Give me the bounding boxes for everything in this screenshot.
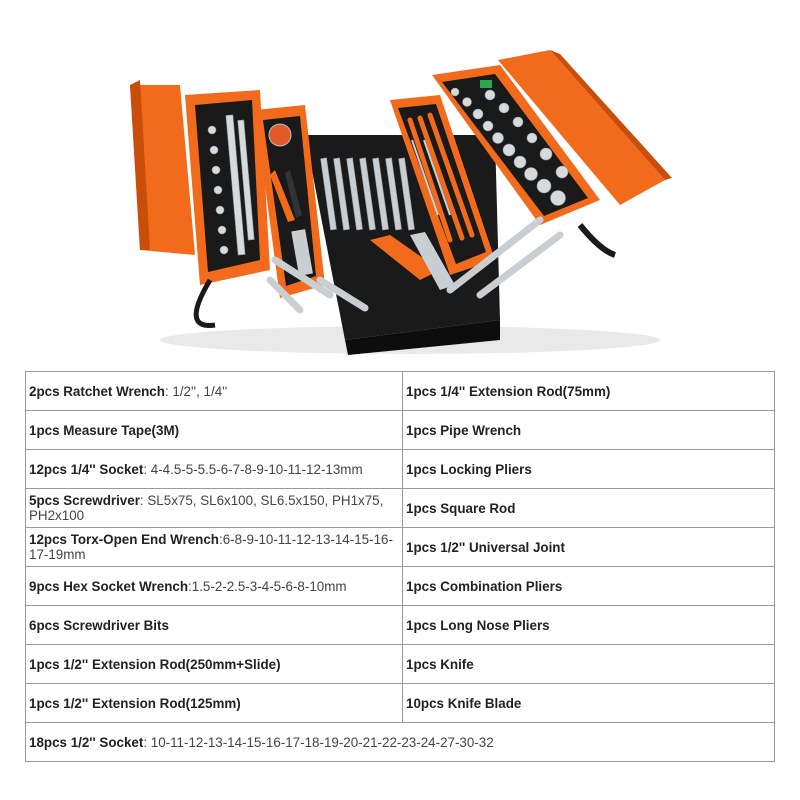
table-row xyxy=(26,372,775,411)
table-row xyxy=(26,411,775,450)
item-name: 1pcs Combination Pliers xyxy=(406,578,563,594)
item-detail: : 10-11-12-13-14-15-16-17-18-19-20-21-22-23-24-27-30-32 xyxy=(143,734,494,750)
left-cell xyxy=(26,489,403,528)
item-name: 1pcs Pipe Wrench xyxy=(406,422,522,438)
item-name: 1pcs Knife xyxy=(406,656,474,672)
left-cell xyxy=(26,606,403,645)
item-name: 9pcs Hex Socket Wrench xyxy=(29,578,189,594)
item-name: 12pcs 1/4'' Socket xyxy=(29,461,144,477)
left-cell xyxy=(26,450,403,489)
item-name: 10pcs Knife Blade xyxy=(406,695,522,711)
right-cell xyxy=(403,606,775,645)
table-row xyxy=(26,528,775,567)
item-name: 2pcs Ratchet Wrench xyxy=(29,383,165,399)
item-name: 1pcs Long Nose Pliers xyxy=(406,617,550,633)
item-name: 1pcs 1/4'' Extension Rod(75mm) xyxy=(406,383,611,399)
table-row xyxy=(26,645,775,684)
item-name: 1pcs 1/2'' Universal Joint xyxy=(406,539,565,555)
left-cell xyxy=(26,372,403,411)
item-detail: : 4-4.5-5-5.5-6-7-8-9-10-11-12-13mm xyxy=(143,461,363,477)
toolbox-image xyxy=(120,40,680,360)
right-cell xyxy=(403,567,775,606)
table-row xyxy=(26,723,775,762)
item-detail: :6-8-9-10-11-12-13-14-15-16-17-19mm xyxy=(29,532,393,562)
item-detail: : 1/2'', 1/4'' xyxy=(164,383,228,399)
item-name: 1pcs Square Rod xyxy=(406,500,516,516)
right-cell xyxy=(403,450,775,489)
left-cell xyxy=(26,684,403,723)
right-cell xyxy=(403,489,775,528)
table-row xyxy=(26,606,775,645)
left-cell xyxy=(26,528,403,567)
item-detail: : SL5x75, SL6x100, SL6.5x150, PH1x75, PH2x100 xyxy=(29,493,384,523)
item-name: 1pcs 1/2'' Extension Rod(250mm+Slide) xyxy=(29,656,281,672)
right-cell xyxy=(403,372,775,411)
table-row xyxy=(26,567,775,606)
left-cell xyxy=(26,411,403,450)
right-cell xyxy=(403,645,775,684)
item-name: 1pcs Measure Tape(3M) xyxy=(29,422,180,438)
table-row xyxy=(26,489,775,528)
item-name: 6pcs Screwdriver Bits xyxy=(29,617,169,633)
item-name: 12pcs Torx-Open End Wrench xyxy=(29,532,219,547)
right-cell xyxy=(403,684,775,723)
item-name: 1pcs Locking Pliers xyxy=(406,461,532,477)
left-cell xyxy=(26,645,403,684)
table-row xyxy=(26,684,775,723)
right-cell xyxy=(403,528,775,567)
item-detail: :1.5-2-2.5-3-4-5-6-8-10mm xyxy=(188,578,347,594)
left-cell xyxy=(26,567,403,606)
item-name: 18pcs 1/2'' Socket xyxy=(29,734,144,750)
right-cell xyxy=(403,411,775,450)
full-width-cell xyxy=(26,723,775,762)
spec-table xyxy=(25,371,775,762)
table-row xyxy=(26,450,775,489)
item-name: 1pcs 1/2'' Extension Rod(125mm) xyxy=(29,695,241,711)
item-name: 5pcs Screwdriver xyxy=(29,493,140,508)
